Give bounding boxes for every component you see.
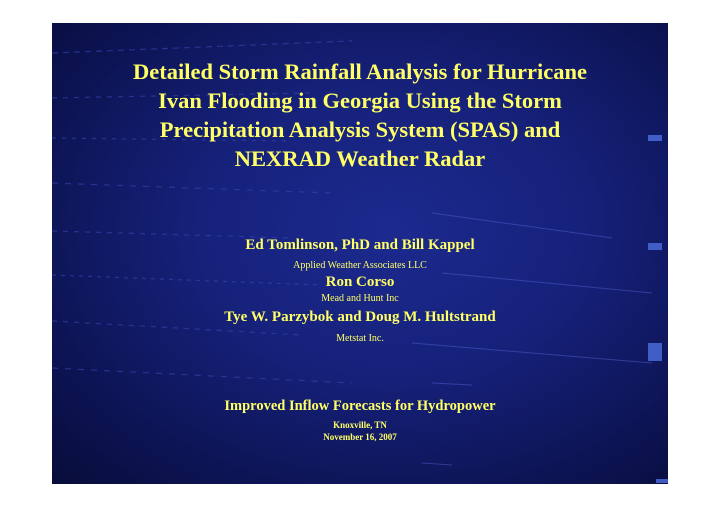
conference-name: Improved Inflow Forecasts for Hydropower (224, 398, 496, 414)
title-line: Ivan Flooding in Georgia Using the Storm (158, 88, 562, 113)
slide-title (52, 57, 668, 173)
author-name: Ed Tomlinson, PhD and Bill Kappel (245, 237, 475, 253)
author-name: Ron Corso (325, 274, 395, 290)
author-affiliation: Metstat Inc. (336, 333, 384, 344)
author-affiliation: Mead and Hunt Inc (321, 293, 399, 304)
conference-date: November 16, 2007 (323, 432, 397, 442)
title-line: Detailed Storm Rainfall Analysis for Hurricane (133, 59, 587, 84)
author-affiliation: Applied Weather Associates LLC (293, 260, 427, 271)
conference-location: Knoxville, TN (333, 420, 387, 430)
title-line: NEXRAD Weather Radar (234, 146, 486, 171)
author-name: Tye W. Parzybok and Doug M. Hultstrand (224, 309, 496, 325)
title-line: Precipitation Analysis System (SPAS) and (159, 117, 561, 142)
title-slide (52, 23, 668, 484)
